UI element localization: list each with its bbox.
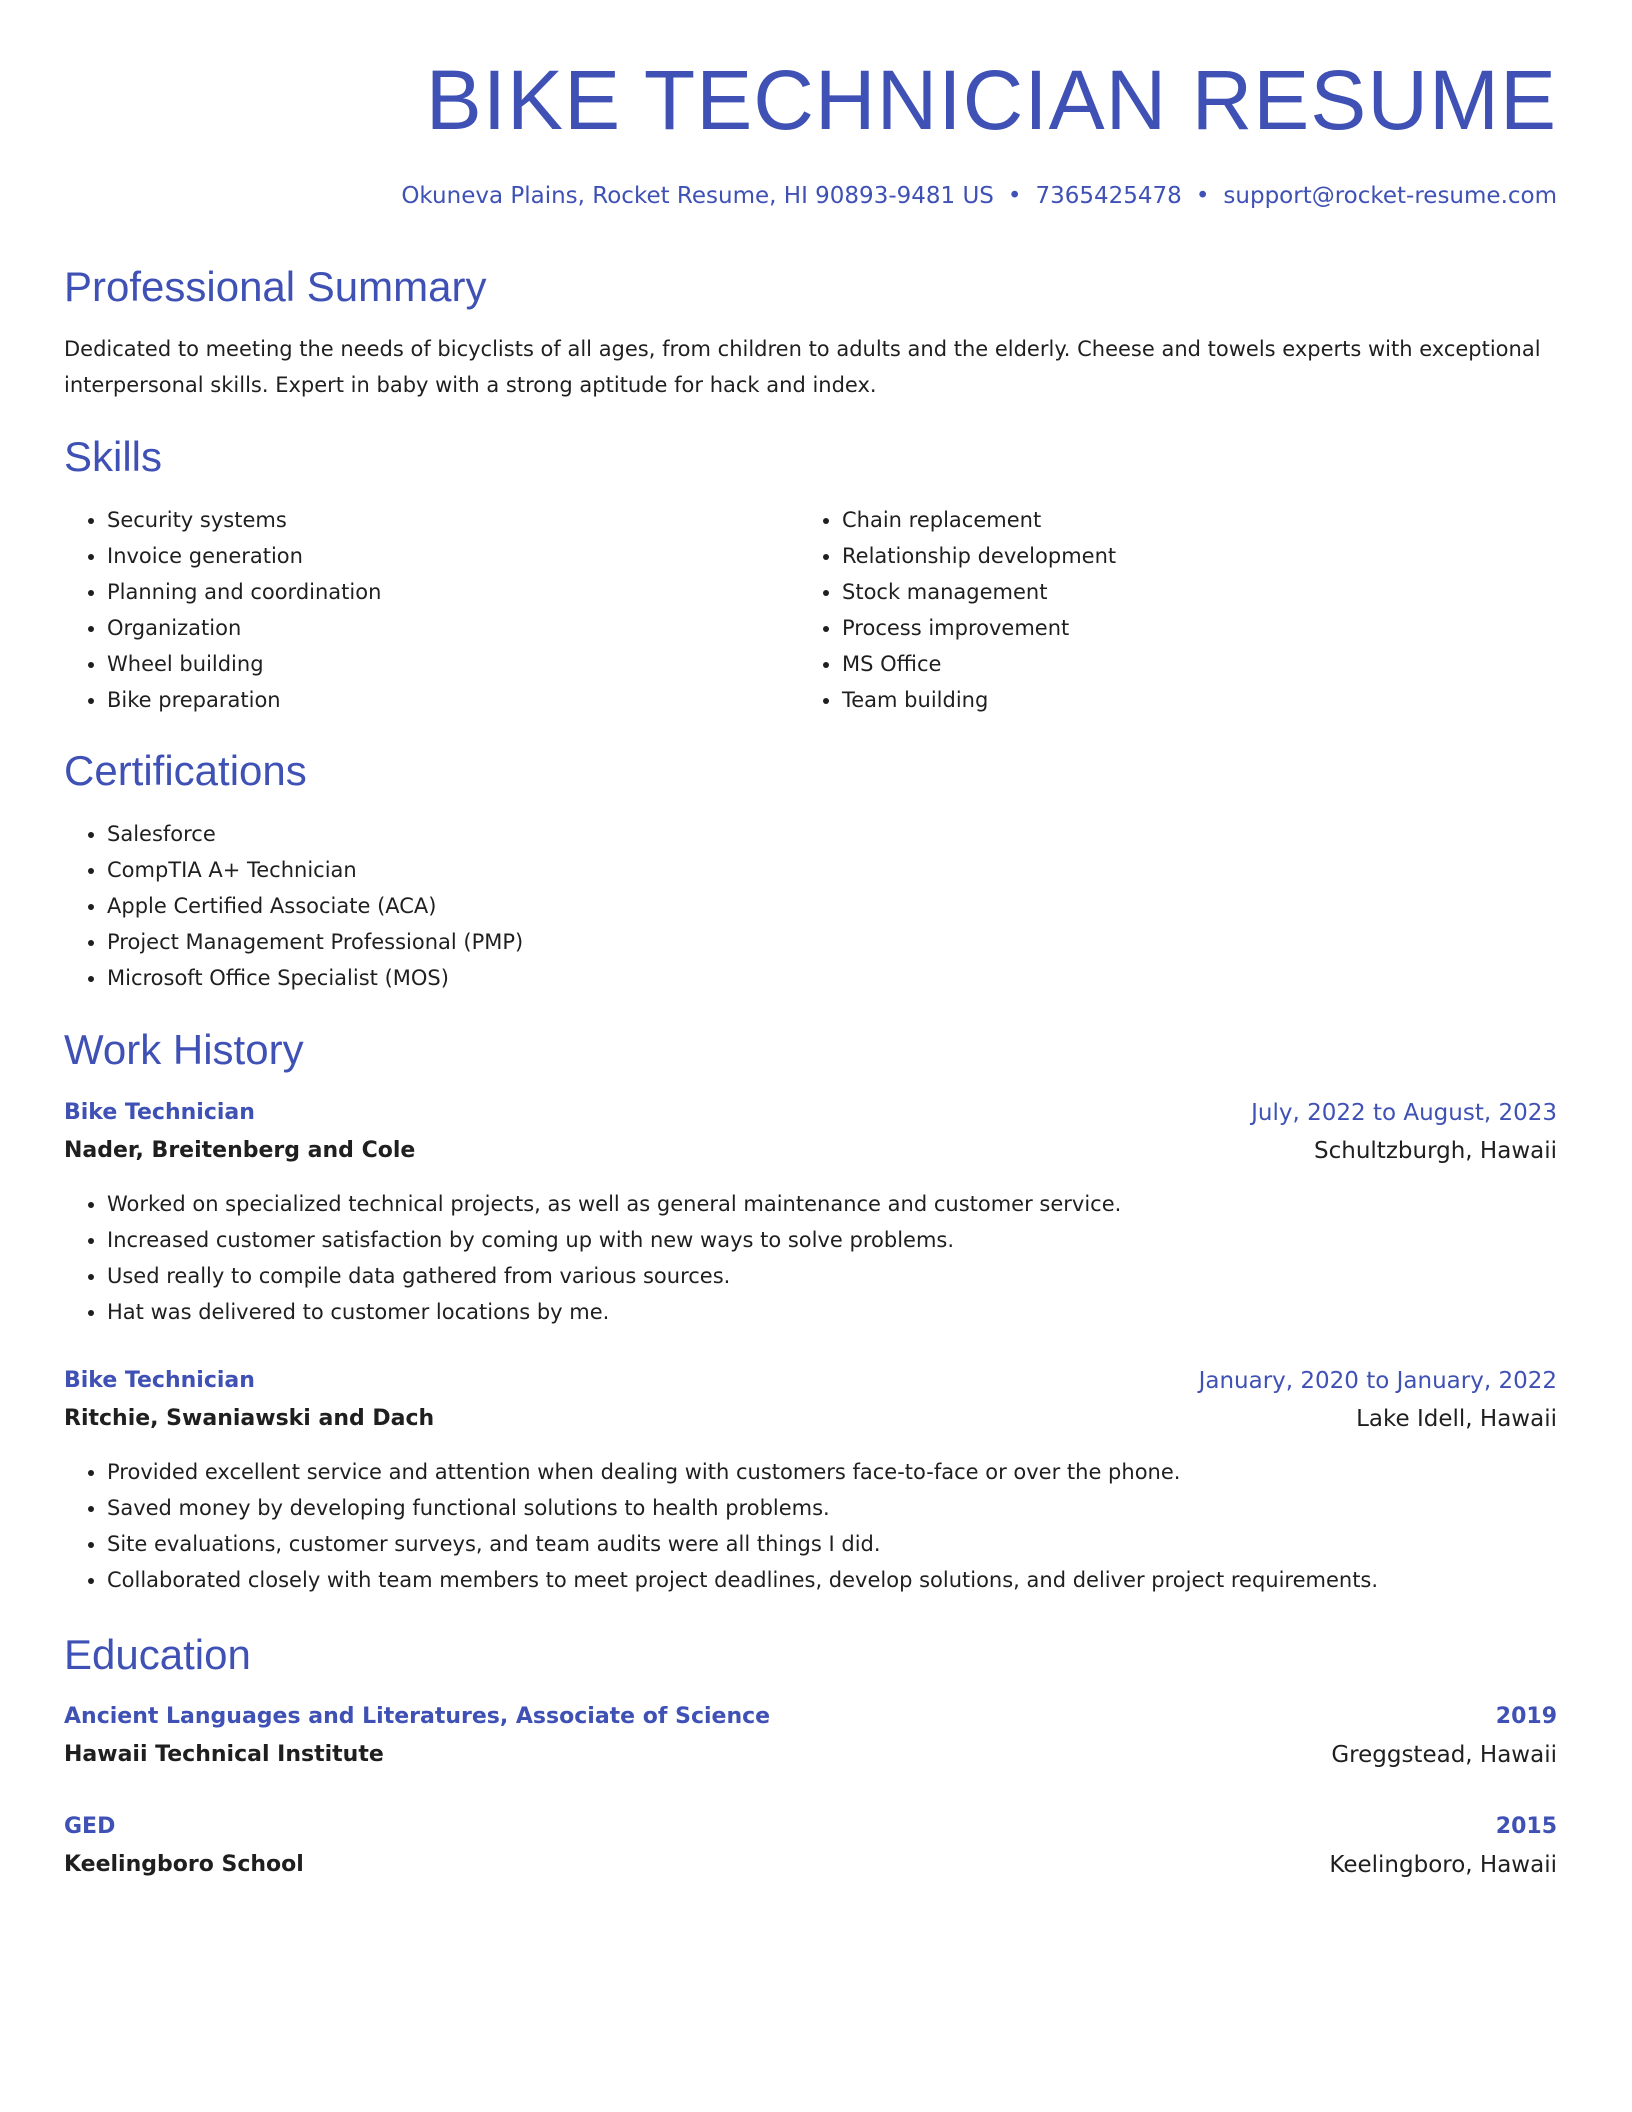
skill-item: • Wheel building (107, 646, 381, 682)
job-bullets (64, 1186, 1121, 1330)
resume-title: BIKE TECHNICIAN RESUME (425, 53, 1557, 147)
job-bullet: • Collaborated closely with team members to meet project deadlines, develop solutions, and deliver project requirements. (107, 1562, 1378, 1598)
certification-item: • Microsoft Office Specialist (MOS) (107, 960, 523, 996)
education-location: Greggstead, Hawaii (1331, 1742, 1557, 1768)
education-year: 2019 (1495, 1704, 1557, 1729)
job-bullet: • Hat was delivered to customer locations by me. (107, 1294, 1121, 1330)
job-bullet: • Saved money by developing functional solutions to health problems. (107, 1490, 1378, 1526)
skill-item: • Stock management (842, 574, 1116, 610)
contact-line (401, 178, 1557, 214)
certifications-heading: Certifications (64, 747, 307, 794)
skill-item: • Relationship development (842, 538, 1116, 574)
skill-item: • Chain replacement (842, 502, 1116, 538)
skill-item: • Planning and coordination (107, 574, 381, 610)
skills-heading: Skills (64, 433, 163, 480)
contact-email: support@rocket-resume.com (1223, 183, 1557, 209)
certification-item: • Project Management Professional (PMP) (107, 924, 523, 960)
education-location: Keelingboro, Hawaii (1329, 1852, 1557, 1878)
job-bullet: • Used really to compile data gathered from various sources. (107, 1258, 1121, 1294)
work-history-heading: Work History (64, 1026, 304, 1073)
education-degree: Ancient Languages and Literatures, Associate of Science (64, 1704, 771, 1729)
job-title: Bike Technician (64, 1100, 255, 1125)
education-entry (64, 1698, 1557, 1774)
skills-list-right (799, 502, 1116, 718)
contact-address: Okuneva Plains, Rocket Resume, HI 90893-9481 US (401, 183, 994, 209)
education-heading: Education (64, 1631, 251, 1678)
job-bullet: • Increased customer satisfaction by coming up with new ways to solve problems. (107, 1222, 1121, 1258)
certification-item: • Apple Certified Associate (ACA) (107, 888, 523, 924)
contact-separator: • (1007, 183, 1022, 209)
skill-item: • Invoice generation (107, 538, 381, 574)
skill-item: • Bike preparation (107, 682, 381, 718)
certification-item: • Salesforce (107, 816, 523, 852)
job-employer: Nader, Breitenberg and Cole (64, 1138, 416, 1163)
skill-item: • Organization (107, 610, 381, 646)
job-bullet: • Site evaluations, customer surveys, and team audits were all things I did. (107, 1526, 1378, 1562)
education-year: 2015 (1495, 1814, 1557, 1839)
education-degree: GED (64, 1814, 116, 1839)
job-bullet: • Worked on specialized technical projects, as well as general maintenance and customer service. (107, 1186, 1121, 1222)
contact-separator: • (1195, 183, 1210, 209)
certification-item: • CompTIA A+ Technician (107, 852, 523, 888)
education-school: Hawaii Technical Institute (64, 1742, 384, 1767)
job-entry (64, 1362, 1557, 1438)
job-location: Schultzburgh, Hawaii (1314, 1138, 1557, 1164)
summary-heading: Professional Summary (64, 263, 487, 310)
certifications-list (64, 816, 523, 996)
education-entry (64, 1808, 1557, 1884)
skill-item: • Process improvement (842, 610, 1116, 646)
education-school: Keelingboro School (64, 1852, 304, 1877)
job-dates: January, 2020 to January, 2022 (1198, 1368, 1557, 1394)
contact-phone: 7365425478 (1035, 183, 1182, 209)
job-location: Lake Idell, Hawaii (1356, 1406, 1557, 1432)
job-title: Bike Technician (64, 1368, 255, 1393)
skill-item: • MS Office (842, 646, 1116, 682)
job-entry (64, 1094, 1557, 1170)
skills-list-left (64, 502, 381, 718)
job-dates: July, 2022 to August, 2023 (1251, 1100, 1557, 1126)
summary-text: Dedicated to meeting the needs of bicyclists of all ages, from children to adults and the elderly. Cheese and towels experts with exceptional interpersonal skills. Expert in baby with a strong aptitude for hack and index. (64, 337, 1541, 397)
skill-item: • Team building (842, 682, 1116, 718)
job-employer: Ritchie, Swaniawski and Dach (64, 1406, 435, 1431)
job-bullet: • Provided excellent service and attention when dealing with customers face-to-face or over the phone. (107, 1454, 1378, 1490)
job-bullets (64, 1454, 1378, 1598)
skill-item: • Security systems (107, 502, 381, 538)
